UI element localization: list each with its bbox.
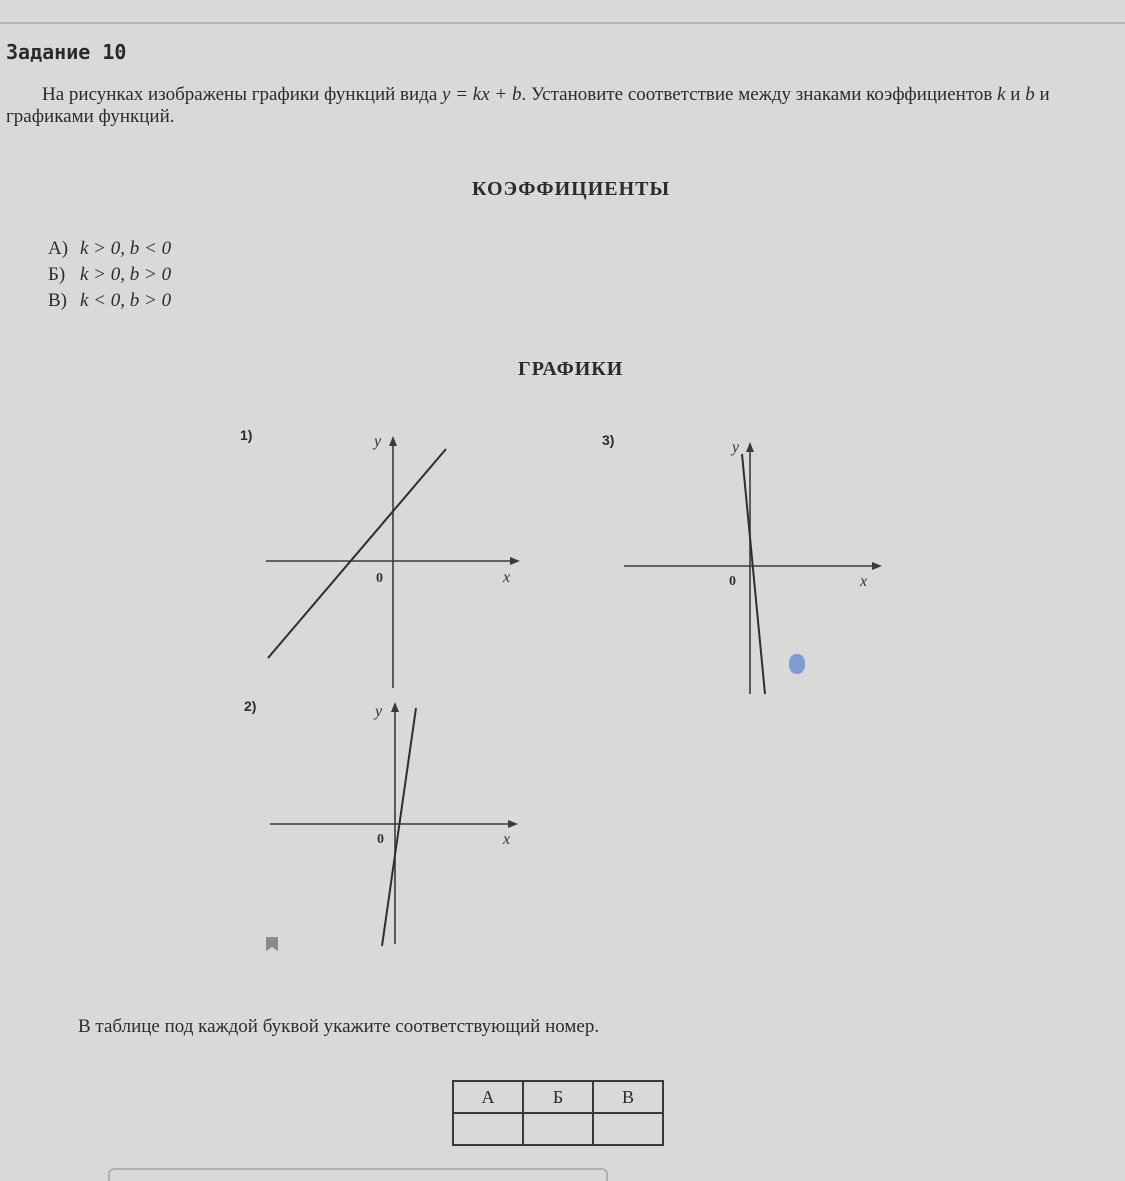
graph-3-y-label: y: [732, 439, 740, 456]
option-condition: k > 0, b < 0: [80, 238, 172, 259]
answer-header-a: А: [453, 1081, 523, 1113]
answer-table-input-row: [453, 1113, 663, 1145]
graph-3-y-arrow: [746, 442, 754, 452]
graph-3-x-arrow: [872, 562, 882, 570]
option-condition: k > 0, b > 0: [80, 264, 172, 285]
graphs-heading: ГРАФИКИ: [518, 358, 624, 380]
graph-2: [270, 702, 518, 946]
formula: y = kx + b: [442, 84, 522, 105]
graph-1: [266, 433, 520, 688]
graph-2-y-arrow: [391, 702, 399, 712]
graph-2-origin-label: 0: [377, 832, 384, 847]
answer-cell-a[interactable]: [453, 1113, 523, 1145]
graph-1-x-arrow: [510, 557, 520, 565]
graph-1-origin-label: 0: [376, 571, 383, 586]
symbol-b: b: [1025, 84, 1035, 105]
statement-and: и: [1005, 84, 1026, 105]
graph-2-x-label: x: [503, 831, 511, 848]
answer-table: [452, 1080, 664, 1146]
graph-1-line: [268, 449, 446, 658]
answer-table-header-row: [453, 1081, 663, 1113]
graph-3-number: 3): [602, 432, 615, 448]
graph-3-line: [742, 454, 765, 694]
answer-cell-b[interactable]: [523, 1113, 593, 1145]
statement-text-3: и графиками функций.: [6, 84, 1050, 127]
cursor-icon: [789, 654, 805, 674]
graph-3-x-label: x: [860, 573, 868, 590]
graph-1-y-label: y: [374, 433, 382, 450]
answer-header-b: Б: [523, 1081, 593, 1113]
graph-2-x-arrow: [508, 820, 518, 828]
coefficients-heading: КОЭФФИЦИЕНТЫ: [472, 178, 671, 200]
statement-text-2: . Установите соответствие между знаками коэффициентов: [521, 84, 998, 105]
option-letter: В): [48, 290, 67, 311]
option-condition: k < 0, b > 0: [80, 290, 172, 311]
graph-1-x-label: x: [503, 569, 511, 586]
symbol-k: k: [997, 84, 1006, 105]
answer-cell-v[interactable]: [593, 1113, 663, 1145]
option-letter: Б): [48, 264, 66, 285]
graph-3-origin-label: 0: [729, 574, 736, 589]
instruction-text: В таблице под каждой буквой укажите соответствующий номер.: [78, 1016, 600, 1037]
graph-2-number: 2): [244, 698, 257, 714]
task-title: Задание 10: [6, 40, 127, 64]
statement-text-1: На рисунках изображены графики функций вида: [42, 84, 443, 105]
graph-3: [624, 439, 882, 694]
option-letter: А): [48, 238, 69, 259]
graph-1-number: 1): [240, 427, 253, 443]
answer-header-v: В: [593, 1081, 663, 1113]
bottom-input-bar[interactable]: [108, 1168, 608, 1181]
graph-2-line: [382, 708, 416, 946]
graph-1-y-arrow: [389, 436, 397, 446]
graph-2-y-label: y: [375, 703, 383, 720]
